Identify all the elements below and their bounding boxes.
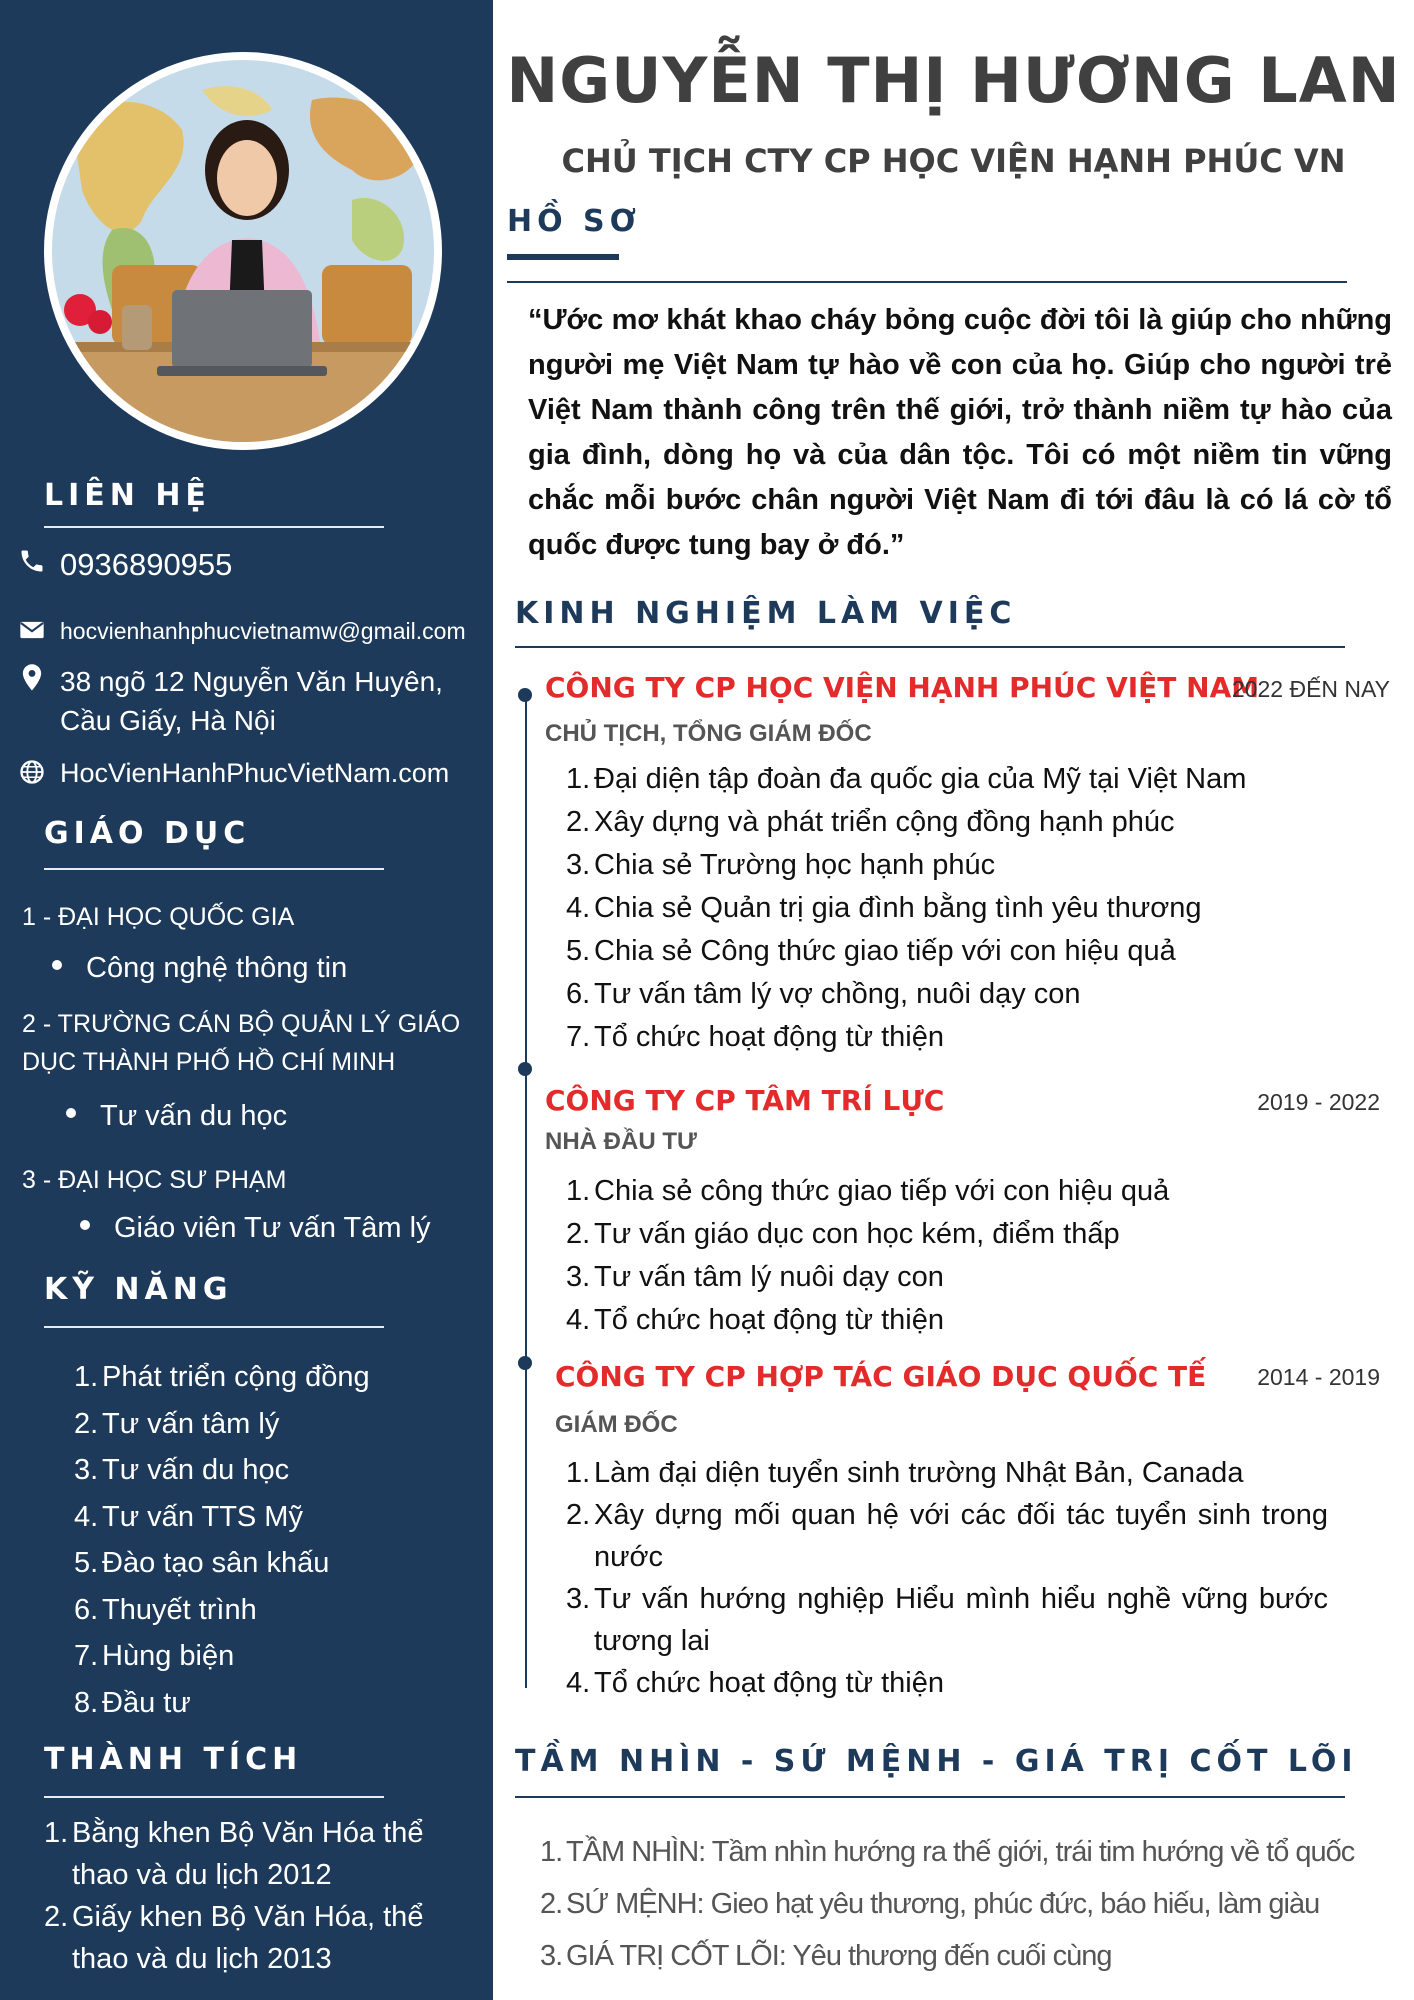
education-divider	[44, 868, 384, 870]
phone-text: 0936890955	[60, 547, 233, 582]
education-major-1: Công nghệ thông tin	[52, 952, 347, 985]
duty-item: 4. Tổ chức hoạt động từ thiện	[566, 1667, 944, 1699]
profile-photo	[44, 52, 442, 450]
duty-item: 4. Chia sẻ Quản trị gia đình bằng tình yêu thương	[566, 892, 1202, 924]
address-line2: Cầu Giấy, Hà Nội	[60, 705, 276, 736]
profile-heading: HỒ SƠ	[507, 204, 641, 239]
skills-heading: KỸ NĂNG	[44, 1272, 233, 1307]
timeline-dot	[518, 1062, 532, 1076]
address-line1: 38 ngõ 12 Nguyễn Văn Huyên,	[60, 666, 443, 697]
skill-item: 8. Đầu tư	[74, 1686, 191, 1719]
vision-item: 2. SỨ MỆNH: Gieo hạt yêu thương, phúc đức, báo hiếu, làm giàu	[540, 1888, 1320, 1920]
job-duties-2	[566, 1170, 1326, 1342]
person-name: NGUYỄN THỊ HƯƠNG LAN	[506, 44, 1401, 117]
achievement-item: 2. Giấy khen Bộ Văn Hóa, thể thao và du lịch 2013	[44, 1901, 424, 1975]
skill-item: 7. Hùng biện	[74, 1640, 235, 1672]
vision-item: 3. GIÁ TRỊ CỐT LÕI: Yêu thương đến cuối cùng	[540, 1940, 1112, 1972]
achievements-list	[44, 1812, 464, 1980]
website-text: HocVienHanhPhucVietNam.com	[60, 758, 450, 788]
job-date-1: 2022 ĐẾN NAY	[1231, 676, 1390, 702]
contact-phone[interactable]	[18, 547, 232, 583]
globe-icon	[18, 758, 46, 786]
duty-item: 2. Xây dựng mối quan hệ với các đối tác tuyển sinh trong nước	[566, 1499, 1328, 1573]
timeline-dot	[518, 1356, 532, 1370]
education-school-3: 3 - ĐẠI HỌC SƯ PHẠM	[22, 1166, 287, 1194]
job-duties-1	[566, 758, 1326, 1059]
job-company-2: CÔNG TY CP TÂM TRÍ LỰC	[545, 1084, 945, 1117]
education-school-1: 1 - ĐẠI HỌC QUỐC GIA	[22, 903, 295, 931]
contact-divider	[44, 526, 384, 528]
duty-item: 2. Xây dựng và phát triển cộng đồng hạnh phúc	[566, 806, 1175, 838]
duty-item: 1. Chia sẻ công thức giao tiếp với con hiệu quả	[566, 1175, 1170, 1207]
duty-item: 5. Chia sẻ Công thức giao tiếp với con hiệu quả	[566, 935, 1176, 967]
contact-email[interactable]	[18, 616, 466, 645]
education-major-2: Tư vấn du học	[66, 1100, 287, 1133]
email-text: hocvienhanhphucvietnamw@gmail.com	[60, 618, 466, 644]
education-heading: GIÁO DỤC	[44, 816, 251, 851]
profile-quote: “Ước mơ khát khao cháy bỏng cuộc đời tôi là giúp cho những người mẹ Việt Nam tự hào về con của họ. Giúp cho người trẻ Việt Nam thành công trên thế giới, trở thành niềm tự hào của gia đình, dòng họ và của dân tộc. Tôi có một niềm tin vững chắc mỗi bước chân người Việt Nam đi tới đâu là có lá cờ tổ quốc được tung bay ở đó.”	[528, 304, 1392, 561]
job-role-3: GIÁM ĐỐC	[555, 1411, 678, 1438]
experience-timeline	[525, 692, 527, 1688]
experience-divider	[515, 646, 1345, 648]
skill-item: 4. Tư vấn TTS Mỹ	[74, 1500, 303, 1533]
vision-list	[540, 1826, 1400, 1982]
job-date-2: 2019 - 2022	[1257, 1089, 1380, 1115]
vision-item: 1. TẦM NHÌN: Tầm nhìn hướng ra thế giới, trái tim hướng về tổ quốc	[540, 1836, 1355, 1868]
profile-photo-image	[52, 60, 434, 442]
skill-item: 2. Tư vấn tâm lý	[74, 1407, 280, 1440]
person-title: CHỦ TỊCH CTY CP HỌC VIỆN HẠNH PHÚC VN	[561, 142, 1346, 180]
job-duties-3	[566, 1452, 1328, 1704]
phone-icon	[18, 547, 46, 575]
achievement-item: 1. Bằng khen Bộ Văn Hóa thể thao và du lịch 2012	[44, 1817, 424, 1891]
contact-website[interactable]	[18, 758, 449, 789]
job-date-3: 2014 - 2019	[1257, 1364, 1380, 1390]
job-company-3: CÔNG TY CP HỢP TÁC GIÁO DỤC QUỐC TẾ	[555, 1360, 1207, 1393]
contact-address	[18, 662, 443, 740]
experience-heading: KINH NGHIỆM LÀM VIỆC	[515, 596, 1017, 631]
duty-item: 3. Tư vấn hướng nghiệp Hiểu mình hiểu nghề vững bước tương lai	[566, 1583, 1328, 1657]
duty-item: 3. Tư vấn tâm lý nuôi dạy con	[566, 1261, 944, 1293]
profile-heading-underline	[507, 254, 619, 260]
job-company-1: CÔNG TY CP HỌC VIỆN HẠNH PHÚC VIỆT NAM	[545, 671, 1260, 704]
skill-item: 1. Phát triển cộng đồng	[74, 1361, 370, 1393]
skills-divider	[44, 1326, 384, 1328]
vision-heading: TẦM NHÌN - SỨ MỆNH - GIÁ TRỊ CỐT LÕI	[515, 1744, 1358, 1779]
skill-item: 6. Thuyết trình	[74, 1593, 257, 1626]
duty-item: 7. Tổ chức hoạt động từ thiện	[566, 1021, 944, 1053]
contact-heading: LIÊN HỆ	[44, 478, 211, 513]
duty-item: 2. Tư vấn giáo dục con học kém, điểm thấp	[566, 1218, 1120, 1250]
duty-item: 4. Tổ chức hoạt động từ thiện	[566, 1304, 944, 1336]
skills-list	[74, 1354, 474, 1726]
education-school-2: 2 - TRƯỜNG CÁN BỘ QUẢN LÝ GIÁO DỤC THÀNH PHỐ HỒ CHÍ MINH	[22, 1010, 461, 1076]
vision-divider	[515, 1796, 1345, 1798]
sidebar	[0, 0, 493, 2000]
job-role-1: CHỦ TỊCH, TỔNG GIÁM ĐỐC	[545, 720, 872, 747]
skill-item: 5. Đào tạo sân khấu	[74, 1547, 330, 1579]
duty-item: 1. Đại diện tập đoàn đa quốc gia của Mỹ tại Việt Nam	[566, 763, 1247, 795]
achievements-heading: THÀNH TÍCH	[44, 1742, 303, 1777]
location-pin-icon	[18, 662, 46, 690]
timeline-dot	[518, 688, 532, 702]
achievements-divider	[44, 1796, 384, 1798]
duty-item: 6. Tư vấn tâm lý vợ chồng, nuôi dạy con	[566, 978, 1081, 1010]
duty-item: 1. Làm đại diện tuyển sinh trường Nhật Bản, Canada	[566, 1457, 1244, 1489]
duty-item: 3. Chia sẻ Trường học hạnh phúc	[566, 849, 996, 881]
email-icon	[18, 616, 46, 644]
profile-divider	[507, 281, 1347, 283]
skill-item: 3. Tư vấn du học	[74, 1454, 290, 1486]
job-role-2: NHÀ ĐẦU TƯ	[545, 1128, 697, 1155]
education-major-3: Giáo viên Tư vấn Tâm lý	[80, 1212, 431, 1245]
